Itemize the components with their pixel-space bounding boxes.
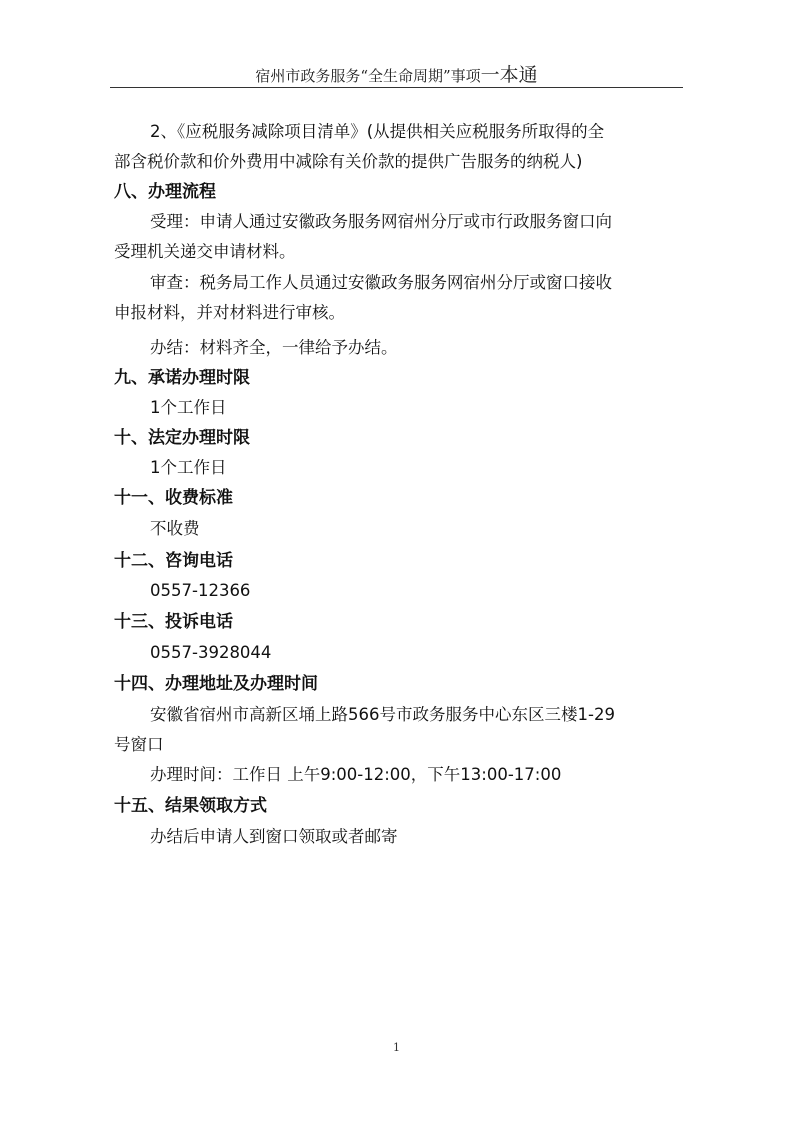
page-header xyxy=(0,60,793,87)
header-title-suffix: 一本通 xyxy=(480,64,538,86)
review-step-line1: 审查：税务局工作人员通过安徽政务服务网宿州分厅或窗口接收 xyxy=(150,273,612,292)
address-line2: 号窗口 xyxy=(114,735,164,754)
result-collection: 办结后申请人到窗口领取或者邮寄 xyxy=(150,827,398,846)
section-10-heading: 十、法定办理时限 xyxy=(114,428,250,448)
section-9-heading: 九、承诺办理时限 xyxy=(114,368,250,388)
header-divider xyxy=(110,87,683,88)
accept-step-line2: 受理机关递交申请材料。 xyxy=(114,242,296,261)
accept-step-line1: 受理：申请人通过安徽政务服务网宿州分厅或市行政服务窗口向 xyxy=(150,212,612,231)
section-15-heading: 十五、结果领取方式 xyxy=(114,796,267,816)
consult-phone: 0557-12366 xyxy=(150,581,251,600)
page-number: 1 xyxy=(393,1041,400,1054)
section-12-heading: 十二、咨询电话 xyxy=(114,551,233,571)
fee-standard: 不收费 xyxy=(150,519,200,538)
section-13-heading: 十三、投诉电话 xyxy=(114,612,233,632)
item2-text-line1: 2、《应税服务减除项目清单》(从提供相关应税服务所取得的全 xyxy=(150,122,605,141)
promised-time-limit: 1个工作日 xyxy=(150,398,227,417)
section-14-heading: 十四、办理地址及办理时间 xyxy=(114,674,318,694)
address-line1: 安徽省宿州市高新区埇上路566号市政务服务中心东区三楼1-29 xyxy=(150,705,615,724)
finish-step: 办结：材料齐全，一律给予办结。 xyxy=(150,338,398,357)
header-title: 宿州市政务服务“全生命周期”事项 xyxy=(255,67,481,85)
statutory-time-limit: 1个工作日 xyxy=(150,458,227,477)
section-8-heading: 八、办理流程 xyxy=(114,182,216,202)
item2-text-line2: 部含税价款和价外费用中减除有关价款的提供广告服务的纳税人) xyxy=(114,152,583,171)
complaint-phone: 0557-3928044 xyxy=(150,643,272,662)
section-11-heading: 十一、收费标准 xyxy=(114,488,233,508)
review-step-line2: 申报材料，并对材料进行审核。 xyxy=(114,303,345,322)
office-hours: 办理时间：工作日 上午9:00-12:00，下午13:00-17:00 xyxy=(150,765,562,784)
